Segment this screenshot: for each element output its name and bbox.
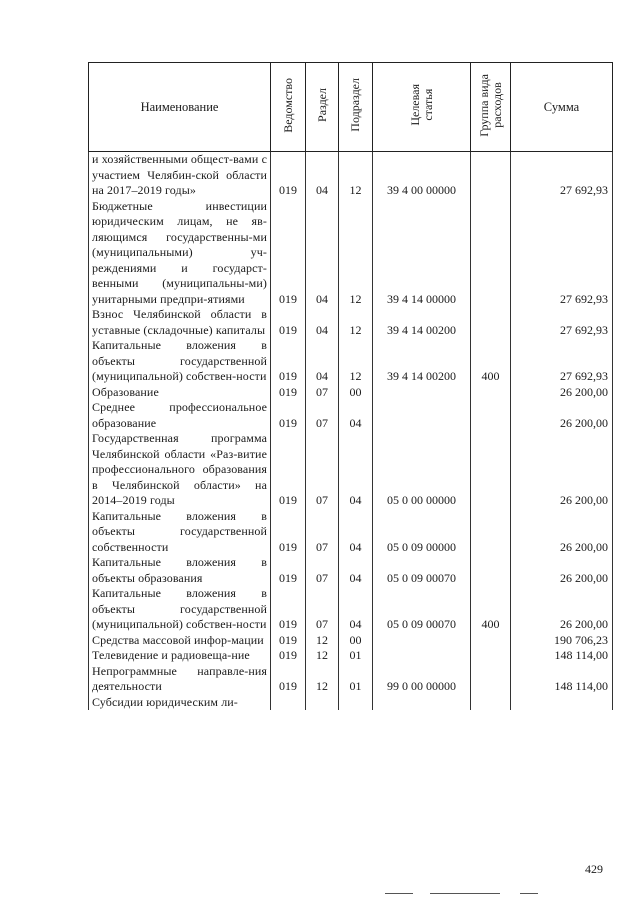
cell-raz: 07 xyxy=(306,509,339,556)
cell-pod: 04 xyxy=(339,555,373,586)
cell-sum: 148 114,00 xyxy=(511,664,613,695)
table-row xyxy=(89,385,613,401)
cell-raz: 04 xyxy=(306,307,339,338)
cell-ved: 019 xyxy=(271,664,306,695)
header-gruppa-vida-raskhodov: Группа вида расходов xyxy=(471,63,511,152)
cell-ved: 019 xyxy=(271,199,306,308)
cell-sum: 148 114,00 xyxy=(511,648,613,664)
cell-name: Взнос Челябинской области в уставные (складочные) капиталы xyxy=(89,307,271,338)
cell-pod: 01 xyxy=(339,648,373,664)
cell-pod: 04 xyxy=(339,400,373,431)
table-row xyxy=(89,338,613,385)
cell-sum: 190 706,23 xyxy=(511,633,613,649)
header-podrazdel: Подраздел xyxy=(339,63,373,152)
header-razdel: Раздел xyxy=(306,63,339,152)
cell-grp xyxy=(471,307,511,338)
cell-cel: 39 4 14 00200 xyxy=(373,307,471,338)
header-celevaya-statya: Целевая статья xyxy=(373,63,471,152)
cell-raz: 04 xyxy=(306,199,339,308)
cell-pod: 00 xyxy=(339,385,373,401)
cell-sum: 26 200,00 xyxy=(511,586,613,633)
cell-grp: 400 xyxy=(471,586,511,633)
budget-table xyxy=(88,62,613,710)
cell-grp xyxy=(471,664,511,695)
cell-name: Субсидии юридическим ли- xyxy=(89,695,271,711)
cell-raz: 07 xyxy=(306,400,339,431)
cell-sum: 26 200,00 xyxy=(511,555,613,586)
cell-raz: 07 xyxy=(306,586,339,633)
table-row xyxy=(89,509,613,556)
cell-ved xyxy=(271,695,306,711)
cell-ved: 019 xyxy=(271,586,306,633)
cell-pod: 12 xyxy=(339,307,373,338)
cell-pod: 12 xyxy=(339,152,373,199)
cell-sum: 26 200,00 xyxy=(511,431,613,509)
cell-grp xyxy=(471,695,511,711)
cell-cel: 05 0 09 00000 xyxy=(373,509,471,556)
cell-grp xyxy=(471,400,511,431)
table-row xyxy=(89,199,613,308)
cell-cel xyxy=(373,633,471,649)
cell-ved: 019 xyxy=(271,509,306,556)
cell-ved: 019 xyxy=(271,152,306,199)
cell-cel xyxy=(373,400,471,431)
cell-cel: 39 4 14 00000 xyxy=(373,199,471,308)
cell-grp: 400 xyxy=(471,338,511,385)
cell-grp xyxy=(471,152,511,199)
cell-pod: 01 xyxy=(339,664,373,695)
cell-pod: 04 xyxy=(339,431,373,509)
header-name: Наименование xyxy=(89,63,271,152)
cell-cel: 99 0 00 00000 xyxy=(373,664,471,695)
cell-name: Средства массовой инфор-мации xyxy=(89,633,271,649)
header-summa: Сумма xyxy=(511,63,613,152)
cell-grp xyxy=(471,555,511,586)
table-row xyxy=(89,648,613,664)
table-row xyxy=(89,400,613,431)
cell-name: Телевидение и радиовеща-ние xyxy=(89,648,271,664)
scan-artifact-line xyxy=(385,893,413,894)
cell-sum: 26 200,00 xyxy=(511,400,613,431)
cell-cel: 05 0 09 00070 xyxy=(373,555,471,586)
page-number: 429 xyxy=(585,862,603,876)
cell-raz xyxy=(306,695,339,711)
table-row xyxy=(89,695,613,711)
cell-cel: 39 4 14 00200 xyxy=(373,338,471,385)
cell-cel xyxy=(373,695,471,711)
table-row xyxy=(89,555,613,586)
cell-sum: 27 692,93 xyxy=(511,338,613,385)
table-row xyxy=(89,307,613,338)
table-body xyxy=(89,152,613,711)
table-row xyxy=(89,633,613,649)
table-row xyxy=(89,431,613,509)
cell-raz: 07 xyxy=(306,555,339,586)
cell-ved: 019 xyxy=(271,555,306,586)
cell-cel xyxy=(373,385,471,401)
header-vedomstvo: Ведомство xyxy=(271,63,306,152)
cell-name: и хозяйственными общест-вами с участием Челябин-ской области на 2017–2019 годы» xyxy=(89,152,271,199)
cell-ved: 019 xyxy=(271,400,306,431)
cell-grp xyxy=(471,509,511,556)
cell-name: Образование xyxy=(89,385,271,401)
table-row xyxy=(89,664,613,695)
cell-raz: 07 xyxy=(306,431,339,509)
cell-name: Капитальные вложения в объекты государственной собственности xyxy=(89,509,271,556)
cell-grp xyxy=(471,431,511,509)
cell-pod: 12 xyxy=(339,338,373,385)
cell-grp xyxy=(471,385,511,401)
cell-ved: 019 xyxy=(271,307,306,338)
cell-ved: 019 xyxy=(271,338,306,385)
cell-name: Среднее профессиональное образование xyxy=(89,400,271,431)
cell-pod: 04 xyxy=(339,586,373,633)
cell-raz: 04 xyxy=(306,338,339,385)
cell-ved: 019 xyxy=(271,385,306,401)
table-header xyxy=(89,63,613,152)
cell-name: Непрограммные направле-ния деятельности xyxy=(89,664,271,695)
cell-pod xyxy=(339,695,373,711)
cell-grp xyxy=(471,199,511,308)
cell-sum: 26 200,00 xyxy=(511,385,613,401)
cell-raz: 07 xyxy=(306,385,339,401)
cell-pod: 00 xyxy=(339,633,373,649)
cell-sum: 26 200,00 xyxy=(511,509,613,556)
table-row xyxy=(89,586,613,633)
scan-artifact-line xyxy=(430,893,500,894)
cell-raz: 12 xyxy=(306,633,339,649)
cell-cel: 05 0 00 00000 xyxy=(373,431,471,509)
cell-cel xyxy=(373,648,471,664)
cell-name: Капитальные вложения в объекты образования xyxy=(89,555,271,586)
table-row xyxy=(89,152,613,199)
cell-sum xyxy=(511,695,613,711)
cell-pod: 04 xyxy=(339,509,373,556)
cell-name: Капитальные вложения в объекты государственной (муниципальной) собствен-ности xyxy=(89,338,271,385)
cell-ved: 019 xyxy=(271,633,306,649)
cell-raz: 04 xyxy=(306,152,339,199)
cell-raz: 12 xyxy=(306,648,339,664)
cell-ved: 019 xyxy=(271,648,306,664)
cell-name: Государственная программа Челябинской области «Раз-витие профессионального образования в Челябинской области» на 2014–2019 годы xyxy=(89,431,271,509)
cell-raz: 12 xyxy=(306,664,339,695)
cell-sum: 27 692,93 xyxy=(511,199,613,308)
cell-ved: 019 xyxy=(271,431,306,509)
cell-grp xyxy=(471,648,511,664)
cell-grp xyxy=(471,633,511,649)
scan-artifact-line xyxy=(520,893,538,894)
cell-pod: 12 xyxy=(339,199,373,308)
cell-cel: 05 0 09 00070 xyxy=(373,586,471,633)
cell-name: Бюджетные инвестиции юридическим лицам, не яв-ляющимся государственны-ми (муниципальными) уч-реждениями и государст-венными (муниципальны-ми) унитарными предпри-ятиями xyxy=(89,199,271,308)
cell-sum: 27 692,93 xyxy=(511,307,613,338)
cell-sum: 27 692,93 xyxy=(511,152,613,199)
cell-cel: 39 4 00 00000 xyxy=(373,152,471,199)
cell-name: Капитальные вложения в объекты государственной (муниципальной) собствен-ности xyxy=(89,586,271,633)
